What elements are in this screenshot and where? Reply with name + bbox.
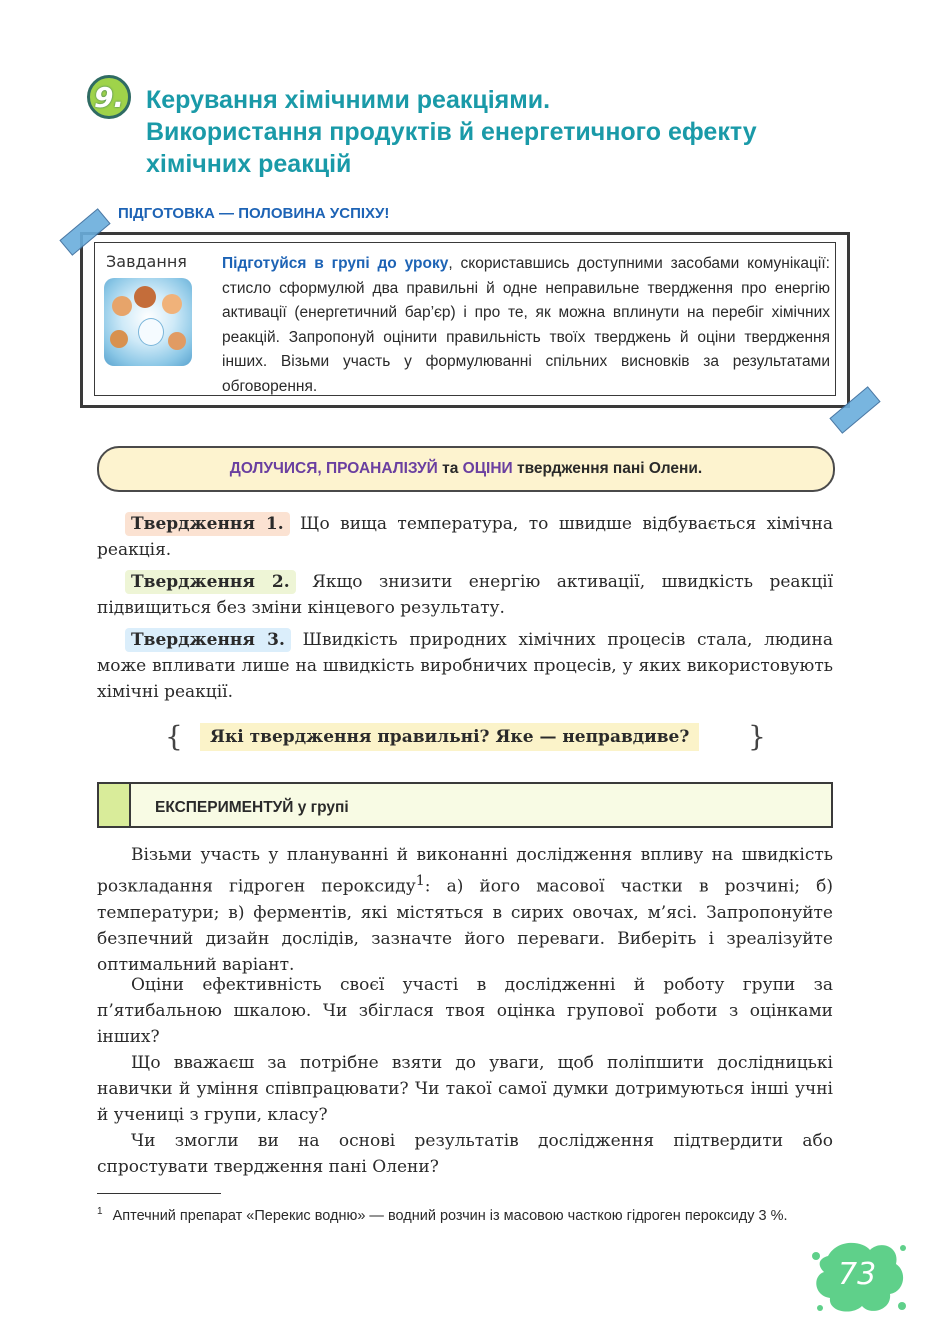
title-line-3: хімічних реакцій [146, 150, 352, 178]
statement-3-text: Швидкість природних хімічних процесів стала, людина може впливати лише на швидкість виробничих процесів, у яких використовують хімічні реакції. [97, 630, 833, 702]
statement-3 [97, 627, 833, 705]
section-number-badge [87, 75, 131, 119]
join-part-2: та [437, 460, 463, 477]
footnote-text: Аптечний препарат «Перекис водню» — водний розчин із масовою часткою гідроген пероксиду 3 %. [112, 1207, 788, 1224]
experiment-p1-a: Візьми участь у плануванні й виконанні дослідження впливу на швидкість розкладання гідроген пероксиду [97, 845, 833, 897]
task-text [222, 252, 830, 399]
join-part-3: ОЦІНИ [462, 460, 513, 477]
join-part-4: твердження пані Олени. [512, 460, 703, 477]
task-lead: Підготуйся в групі до уроку [222, 255, 449, 272]
task-label: Завдання [106, 252, 187, 271]
curl-left-decoration: { [165, 720, 183, 753]
section-number: 9. [93, 80, 125, 114]
experiment-heading: ЕКСПЕРИМЕНТУЙ у групі [155, 799, 349, 816]
footnote-divider [97, 1193, 221, 1194]
statement-1-text: Що вища температура, то швидше відбувається хімічна реакція. [97, 514, 833, 560]
footnote-ref: 1 [415, 873, 425, 889]
question-callout: Які твердження правильні? Яке — неправдиве? [200, 723, 699, 751]
page-title [146, 84, 866, 180]
statement-2-text: Якщо знизити енергію активації, швидкість реакції підвищиться без зміни кінцевого результату. [97, 572, 834, 618]
title-line-2: Використання продуктів й енергетичного ефекту [146, 118, 757, 146]
statement-3-label: Твердження 3. [125, 628, 291, 652]
statement-2-label: Твердження 2. [125, 570, 296, 594]
statement-2 [97, 569, 833, 621]
statement-1 [97, 511, 833, 563]
experiment-paragraph-4: Чи змогли ви на основі результатів дослідження підтвердити або спростувати твердження пані Олени? [97, 1131, 833, 1177]
preparation-heading: ПІДГОТОВКА — ПОЛОВИНА УСПІХУ! [118, 205, 390, 222]
footnote-mark: 1 [97, 1206, 103, 1217]
footnote [97, 1201, 833, 1227]
statement-1-label: Твердження 1. [125, 512, 290, 536]
join-part-1: ДОЛУЧИСЯ, ПРОАНАЛІЗУЙ [229, 460, 438, 477]
experiment-p1-b: : а) його масової частки в розчині; б) температури; в) ферментів, які містяться в сирих овочах, м’ясі. Запропонуйте безпечний дизайн дослідів, зазначте його переваги. Виберіть і зреалізуйте оптимальний варіант. [97, 876, 833, 975]
children-illustration [104, 278, 192, 366]
task-body: , скориставшись доступними засобами комунікації: стисло сформулюй два правильні й одне неправильне твердження про енергію активації (енергетичний бар’єр) і про те, як можна вплинути на перебіг хімічних реакцій. Запропонуй оцінити правильність твоїх тверджень й оціни твердження інших. Візьми участь у формулюванні спільних висновків за результатами обговорення. [222, 255, 830, 395]
curl-right-decoration: } [748, 720, 766, 753]
experiment-paragraph-3: Що вважаєш за потрібне взяти до уваги, щоб поліпшити дослідницькі навички й уміння співпрацювати? Чи такої самої думки дотримуються інші учні й учениці з групи, класу? [97, 1053, 833, 1125]
experiment-paragraph-2: Оціни ефективність своєї участі в дослідженні й роботу групи за п’ятибальною шкалою. Чи збіглася твоя оцінка групової роботи з оцінками інших? [97, 975, 833, 1047]
page-number: 73 [838, 1257, 877, 1292]
title-line-1: Керування хімічними реакціями. [146, 86, 551, 114]
experiment-bar-tab [97, 782, 131, 828]
scroll-banner-text [97, 460, 835, 478]
experiment-paragraph-1 [97, 842, 833, 978]
